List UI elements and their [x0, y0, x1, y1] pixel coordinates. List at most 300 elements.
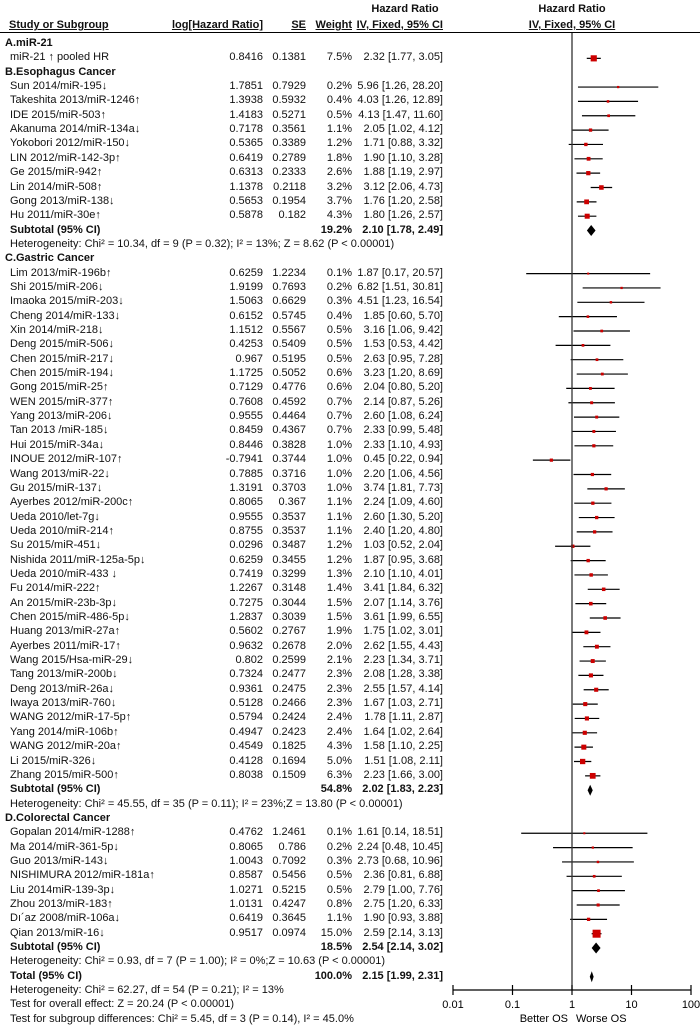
study-point-marker	[582, 344, 585, 347]
study-name: Wang 2013/miR-22↓	[10, 467, 110, 480]
hr-ci-value: 2.60 [1.08, 6.24]	[363, 410, 443, 423]
se-value: 0.2466	[272, 697, 306, 710]
weight-value: 19.2%	[320, 223, 352, 236]
hr-ci-value: 3.16 [1.06, 9.42]	[363, 324, 443, 336]
se-value: 0.5567	[272, 324, 306, 336]
study-name: WANG 2012/miR-17-5p↑	[10, 711, 132, 724]
heterogeneity-text: Heterogeneity: Chi² = 45.55, df = 35 (P = 0.11); I² = 23%;Z = 13.80 (P < 0.00001)	[10, 797, 403, 810]
loghr-value: 0.4253	[229, 338, 263, 351]
hr-ci-value: 2.63 [0.95, 7.28]	[363, 352, 443, 365]
study-point-marker	[587, 918, 590, 921]
loghr-value: 1.9199	[229, 280, 263, 293]
study-name: Wang 2015/Hsa-miR-29↓	[10, 654, 134, 667]
study-name: Ma 2014/miR-361-5p↓	[10, 840, 119, 853]
hr-ci-value: 4.03 [1.26, 12.89]	[357, 94, 443, 107]
weight-value: 1.1%	[326, 524, 352, 537]
weight-value: 2.3%	[326, 682, 352, 695]
loghr-value: 0.802	[235, 654, 263, 667]
se-value: 0.182	[278, 209, 306, 222]
hr-ci-value: 1.61 [0.14, 18.51]	[357, 826, 443, 839]
study-name: Cheng 2014/miR-133↓	[10, 309, 121, 322]
hr-ci-value: 1.87 [0.17, 20.57]	[357, 266, 443, 279]
loghr-value: 0.5365	[229, 137, 263, 150]
weight-value: 2.0%	[326, 639, 352, 652]
hr-ci-value: 1.64 [1.02, 2.64]	[363, 725, 443, 738]
hr-ci-value: 1.90 [1.10, 3.28]	[363, 151, 443, 164]
study-name: miR-21 ↑ pooled HR	[10, 51, 110, 64]
hr-ci-value: 2.36 [0.81, 6.88]	[363, 869, 443, 882]
se-value: 0.3703	[272, 481, 306, 494]
hr-ci-value: 2.08 [1.28, 3.38]	[363, 668, 443, 681]
loghr-value: -0.7941	[225, 453, 263, 466]
study-name: Huang 2013/miR-27a↑	[10, 625, 121, 638]
weight-value: 1.1%	[326, 496, 352, 509]
loghr-value: 1.0131	[229, 898, 263, 910]
x-tick-label: 0.1	[504, 999, 521, 1011]
study-point-marker	[585, 630, 589, 634]
loghr-column-header: log[Hazard Ratio]	[171, 19, 263, 31]
hr-ci-value: 2.54 [2.14, 3.02]	[362, 941, 443, 954]
x-tick-label: 10	[625, 999, 638, 1011]
study-name: Gong 2013/miR-138↓	[10, 194, 115, 207]
se-value: 0.4464	[272, 410, 306, 423]
hr-ci-value: 2.02 [1.83, 2.23]	[362, 783, 443, 796]
hr-ci-value: 1.67 [1.03, 2.71]	[363, 697, 443, 710]
loghr-value: 1.3938	[229, 94, 263, 107]
hr-ci-value: 2.62 [1.55, 4.43]	[363, 639, 443, 652]
hr-ci-value: 6.82 [1.51, 30.81]	[357, 280, 443, 293]
se-value: 0.3744	[272, 453, 306, 466]
study-point-marker	[585, 716, 589, 720]
study-name: Nishida 2011/miR-125a-5p↓	[10, 553, 146, 566]
loghr-value: 0.7419	[229, 567, 263, 580]
se-value: 0.2789	[272, 151, 306, 164]
se-value: 0.3487	[272, 539, 306, 552]
section-title: C.Gastric Cancer	[5, 252, 95, 265]
loghr-value: 1.1512	[229, 324, 263, 336]
study-name: Ueda 2010/let-7g↓	[10, 510, 100, 523]
hr-ci-value: 1.58 [1.10, 2.25]	[363, 740, 443, 753]
plot-subtitle: IV, Fixed, 95% CI	[528, 19, 616, 31]
weight-value: 1.9%	[326, 625, 352, 638]
hr-ci-value: 2.20 [1.06, 4.56]	[363, 467, 443, 480]
weight-value: 0.5%	[326, 352, 352, 365]
study-point-marker	[591, 502, 594, 505]
hr-ci-value: 2.14 [0.87, 5.26]	[363, 395, 443, 408]
weight-value: 4.3%	[326, 740, 352, 753]
weight-value: 0.5%	[326, 869, 352, 882]
se-value: 0.4247	[272, 898, 306, 910]
se-value: 0.7693	[272, 280, 306, 293]
study-name: Sun 2014/miR-195↓	[10, 80, 108, 93]
study-name: Akanuma 2014/miR-134a↓	[10, 123, 141, 136]
study-name: Chen 2015/miR-217↓	[10, 352, 114, 365]
study-point-marker	[587, 157, 591, 161]
study-name: WEN 2015/miR-377↑	[10, 395, 114, 408]
study-name: Lim 2013/miR-196b↑	[10, 266, 112, 279]
section-title: D.Colorectal Cancer	[5, 811, 111, 824]
study-name: Qian 2013/miR-16↓	[10, 926, 105, 939]
se-value: 0.2599	[272, 654, 306, 667]
hr-ci-value: 1.90 [0.93, 3.88]	[363, 912, 443, 925]
study-point-marker	[590, 773, 596, 779]
loghr-value: 0.7275	[229, 596, 263, 609]
weight-value: 1.5%	[326, 596, 352, 609]
weight-value: 0.2%	[326, 80, 352, 93]
study-point-marker	[584, 143, 587, 146]
weight-value: 0.1%	[326, 826, 352, 839]
study-name: Guo 2013/miR-143↓	[10, 854, 109, 867]
se-value: 0.3039	[272, 611, 306, 623]
se-value: 0.3537	[272, 510, 306, 523]
study-point-marker	[583, 702, 587, 706]
loghr-value: 0.8065	[229, 496, 263, 509]
loghr-value: 0.5602	[229, 625, 263, 638]
hr-ci-value: 2.07 [1.14, 3.76]	[363, 596, 443, 609]
hr-ci-value: 1.53 [0.53, 4.42]	[363, 338, 443, 351]
x-label-right: Worse OS	[576, 1013, 627, 1025]
study-point-marker	[585, 214, 590, 219]
study-point-marker	[590, 401, 593, 404]
study-name: Gopalan 2014/miR-1288↑	[10, 826, 136, 839]
study-point-marker	[591, 55, 597, 61]
study-name: An 2015/miR-23b-3p↓	[10, 596, 118, 609]
loghr-value: 0.8755	[229, 524, 263, 537]
loghr-value: 0.8416	[229, 51, 263, 64]
study-point-marker	[597, 889, 600, 892]
study-name: Imaoka 2015/miR-203↓	[10, 295, 124, 308]
hr-ci-value: 2.04 [0.80, 5.20]	[363, 381, 443, 394]
loghr-value: 0.9361	[229, 682, 263, 695]
weight-value: 0.7%	[326, 410, 352, 423]
loghr-value: 1.4183	[229, 108, 263, 121]
se-value: 0.3148	[272, 582, 306, 595]
hr-ci-value: 3.41 [1.84, 6.32]	[363, 582, 443, 595]
se-value: 0.5195	[272, 352, 306, 365]
weight-value: 6.3%	[326, 768, 352, 781]
heterogeneity-text: Heterogeneity: Chi² = 0.93, df = 7 (P = 1.00); I² = 0%;Z = 10.63 (P < 0.00001)	[10, 955, 386, 968]
study-point-marker	[592, 430, 595, 433]
se-value: 0.786	[278, 840, 306, 853]
weight-value: 4.3%	[326, 209, 352, 222]
se-value: 0.3455	[272, 553, 306, 566]
loghr-value: 1.3191	[229, 481, 263, 494]
study-name: Yang 2014/miR-106b↑	[10, 725, 119, 738]
weight-value: 1.2%	[326, 553, 352, 566]
total-label: Total (95% CI)	[10, 969, 82, 982]
se-value: 0.5409	[272, 338, 306, 351]
hr-ci-value: 2.60 [1.30, 5.20]	[363, 510, 443, 523]
subtotal-label: Subtotal (95% CI)	[10, 223, 101, 236]
weight-value: 1.1%	[326, 510, 352, 523]
weight-value: 0.2%	[326, 280, 352, 293]
study-point-marker	[604, 487, 607, 490]
se-value: 0.3537	[272, 524, 306, 537]
se-value: 0.3645	[272, 912, 306, 925]
study-point-marker	[600, 330, 603, 333]
hr-ci-value: 1.71 [0.88, 3.32]	[363, 137, 443, 150]
study-point-marker	[591, 659, 595, 663]
hr-ci-value: 1.03 [0.52, 2.04]	[363, 539, 443, 552]
se-value: 0.3299	[272, 567, 306, 580]
x-label-left: Better OS	[519, 1013, 568, 1025]
study-point-marker	[603, 616, 607, 620]
hr-ci-value: 2.32 [1.77, 3.05]	[363, 51, 443, 64]
loghr-value: 0.8065	[229, 840, 263, 853]
study-name: Deng 2015/miR-506↓	[10, 338, 114, 351]
se-value: 0.7092	[272, 854, 306, 867]
se-value: 0.7929	[272, 80, 306, 93]
loghr-value: 0.6313	[229, 166, 263, 179]
weight-value: 1.8%	[326, 151, 352, 164]
weight-value: 2.3%	[326, 668, 352, 681]
se-value: 0.1509	[272, 768, 306, 781]
se-value: 0.3828	[272, 438, 306, 451]
weight-value: 0.5%	[326, 883, 352, 896]
se-value: 0.3044	[272, 596, 306, 609]
se-value: 0.2118	[273, 180, 306, 193]
se-value: 0.6629	[272, 295, 306, 308]
se-value: 0.4367	[272, 424, 306, 437]
hr-ci-value: 3.61 [1.99, 6.55]	[363, 611, 443, 623]
se-value: 0.4592	[272, 395, 306, 408]
study-name: Deng 2013/miR-26a↓	[10, 682, 114, 695]
hr-column-title: Hazard Ratio	[371, 3, 439, 15]
se-value: 0.4776	[272, 381, 306, 394]
study-point-marker	[591, 473, 594, 476]
study-name: Lin 2014/miR-508↑	[10, 180, 103, 193]
weight-value: 5.0%	[326, 754, 352, 767]
weight-value: 3.7%	[326, 194, 352, 207]
weight-value: 1.0%	[326, 453, 352, 466]
study-point-marker	[607, 114, 610, 117]
study-point-marker	[595, 645, 599, 649]
se-value: 0.2477	[272, 668, 306, 681]
loghr-value: 0.6152	[229, 309, 263, 322]
se-value: 0.5215	[272, 883, 306, 896]
weight-value: 1.0%	[326, 467, 352, 480]
study-name: NISHIMURA 2012/miR-181a↑	[10, 869, 155, 882]
hr-ci-value: 2.33 [0.99, 5.48]	[363, 424, 443, 437]
hr-ci-value: 2.59 [2.14, 3.13]	[363, 926, 443, 939]
weight-value: 2.4%	[326, 725, 352, 738]
weight-value: 18.5%	[320, 941, 352, 954]
loghr-value: 0.5128	[229, 697, 263, 710]
loghr-value: 0.7885	[229, 467, 263, 480]
weight-value: 15.0%	[320, 926, 352, 939]
footer-text: Test for subgroup differences: Chi² = 5.45, df = 3 (P = 0.14), I² = 45.0%	[10, 1012, 354, 1025]
study-point-marker	[550, 459, 553, 462]
hr-ci-value: 1.85 [0.60, 5.70]	[363, 309, 443, 322]
study-point-marker	[599, 185, 604, 190]
weight-value: 1.1%	[326, 123, 352, 136]
se-value: 1.2234	[272, 266, 306, 279]
loghr-value: 0.9555	[229, 410, 263, 423]
weight-value: 1.1%	[326, 912, 352, 925]
study-point-marker	[617, 86, 619, 88]
hr-ci-value: 2.15 [1.99, 2.31]	[362, 969, 443, 982]
hr-ci-value: 3.74 [1.81, 7.73]	[363, 481, 443, 494]
hr-ci-value: 2.79 [1.00, 7.76]	[363, 883, 443, 896]
study-point-marker	[593, 875, 596, 878]
footer-text: Heterogeneity: Chi² = 62.27, df = 54 (P = 0.21); I² = 13%	[10, 984, 284, 997]
study-point-marker	[602, 588, 606, 592]
study-point-marker	[589, 128, 592, 131]
se-value: 0.2767	[272, 625, 306, 638]
study-point-marker	[620, 287, 622, 289]
hr-ci-value: 1.78 [1.11, 2.87]	[364, 711, 443, 724]
hr-ci-value: 4.13 [1.47, 11.60]	[358, 108, 443, 121]
total-diamond	[590, 971, 594, 982]
loghr-value: 0.8459	[229, 424, 263, 437]
study-point-marker	[610, 301, 612, 303]
weight-value: 0.1%	[326, 266, 352, 279]
study-name: Takeshita 2013/miR-1246↑	[10, 94, 141, 107]
loghr-value: 1.7851	[229, 80, 263, 93]
weight-value: 7.5%	[326, 51, 352, 64]
weight-value: 1.3%	[326, 567, 352, 580]
hr-ci-value: 1.87 [0.95, 3.68]	[363, 553, 443, 566]
subtotal-label: Subtotal (95% CI)	[10, 783, 101, 796]
hr-ci-value: 3.23 [1.20, 8.69]	[363, 367, 443, 380]
loghr-value: 1.1725	[229, 367, 263, 380]
hr-ci-value: 2.10 [1.10, 4.01]	[363, 567, 443, 580]
study-point-marker	[601, 373, 604, 376]
se-value: 0.3389	[272, 137, 306, 150]
weight-value: 54.8%	[320, 783, 352, 796]
plot-title: Hazard Ratio	[538, 3, 606, 15]
hr-ci-value: 4.51 [1.23, 16.54]	[357, 295, 443, 308]
loghr-value: 0.9632	[229, 639, 263, 652]
study-name: IDE 2015/miR-503↑	[10, 108, 106, 121]
se-value: 0.2333	[272, 166, 306, 179]
study-name: Li 2015/miR-326↓	[10, 754, 97, 767]
study-point-marker	[583, 832, 585, 834]
loghr-value: 1.5063	[229, 295, 263, 308]
study-name: Iwaya 2013/miR-760↓	[10, 697, 117, 710]
se-value: 0.5052	[272, 367, 306, 380]
loghr-value: 0.4947	[229, 725, 263, 738]
loghr-value: 0.8587	[229, 869, 263, 882]
se-value: 0.1954	[272, 194, 306, 207]
study-point-marker	[580, 759, 585, 764]
hr-ci-value: 1.75 [1.02, 3.01]	[363, 625, 443, 638]
loghr-value: 0.4762	[229, 826, 263, 839]
weight-value: 100.0%	[314, 969, 352, 982]
weight-value: 0.7%	[326, 424, 352, 437]
study-point-marker	[607, 100, 610, 103]
se-value: 0.2678	[272, 639, 306, 652]
weight-column-header: Weight	[315, 19, 352, 31]
weight-value: 1.4%	[326, 582, 352, 595]
study-name: Chen 2015/miR-486-5p↓	[10, 611, 130, 623]
se-column-header: SE	[291, 19, 306, 31]
hr-ci-value: 1.88 [1.19, 2.97]	[363, 166, 443, 179]
hr-ci-value: 2.24 [1.09, 4.60]	[363, 496, 443, 509]
se-value: 1.2461	[272, 826, 306, 839]
study-name: INOUE 2012/miR-107↑	[10, 453, 123, 466]
loghr-value: 1.0271	[229, 883, 263, 896]
se-value: 0.3561	[272, 123, 306, 136]
study-point-marker	[597, 861, 599, 863]
loghr-value: 1.1378	[229, 180, 263, 193]
weight-value: 0.5%	[326, 108, 352, 121]
se-value: 0.2475	[272, 682, 306, 695]
se-value: 0.0974	[272, 926, 306, 939]
hr-ci-value: 0.45 [0.22, 0.94]	[363, 453, 443, 466]
study-name: WANG 2012/miR-20a↑	[10, 740, 122, 753]
study-name: Ayerbes 2012/miR-200c↑	[10, 496, 134, 509]
study-point-marker	[595, 516, 598, 519]
weight-value: 3.2%	[326, 180, 352, 193]
subtotal-label: Subtotal (95% CI)	[10, 941, 101, 954]
study-point-marker	[586, 559, 589, 562]
subtotal-diamond	[588, 785, 593, 796]
se-value: 0.5456	[272, 869, 306, 882]
se-value: 0.2423	[272, 725, 306, 738]
study-point-marker	[587, 315, 590, 318]
footer-text: Test for overall effect: Z = 20.24 (P < 0.00001)	[10, 998, 235, 1011]
study-point-marker	[596, 358, 599, 361]
weight-value: 2.6%	[326, 166, 352, 179]
hr-ci-value: 2.24 [0.48, 10.45]	[357, 840, 443, 853]
loghr-value: 0.7324	[229, 668, 263, 681]
study-name: Zhang 2015/miR-500↑	[10, 768, 119, 781]
weight-value: 0.6%	[326, 367, 352, 380]
loghr-value: 1.2267	[229, 582, 263, 595]
study-point-marker	[592, 846, 594, 848]
weight-value: 0.7%	[326, 395, 352, 408]
study-name: Shi 2015/miR-206↓	[10, 280, 104, 293]
study-name: Ueda 2010/miR-433 ↓	[10, 567, 118, 580]
study-point-marker	[593, 530, 596, 533]
weight-value: 0.4%	[326, 309, 352, 322]
study-point-marker	[589, 387, 592, 390]
se-value: 0.5745	[272, 309, 306, 322]
hr-ci-value: 2.55 [1.57, 4.14]	[363, 682, 443, 695]
loghr-value: 0.7608	[229, 395, 263, 408]
study-name: Hu 2011/miR-30e↑	[10, 209, 101, 222]
loghr-value: 0.6419	[229, 151, 263, 164]
se-value: 0.2424	[272, 711, 306, 724]
study-name: Hui 2015/miR-34a↓	[10, 438, 105, 451]
heterogeneity-text: Heterogeneity: Chi² = 10.34, df = 9 (P = 0.32); I² = 13%; Z = 8.62 (P < 0.00001)	[10, 237, 395, 250]
study-name: Xin 2014/miR-218↓	[10, 324, 104, 336]
study-name: Ge 2015/miR-942↑	[10, 166, 103, 179]
se-value: 0.3716	[272, 467, 306, 480]
study-name: Yokobori 2012/miR-150↓	[10, 137, 131, 150]
section-title: B.Esophagus Cancer	[5, 65, 116, 78]
weight-value: 1.5%	[326, 611, 352, 623]
subtotal-diamond	[592, 943, 601, 954]
study-name: Tan 2013 /miR-185↓	[10, 424, 109, 437]
study-point-marker	[589, 602, 593, 606]
loghr-value: 0.4549	[229, 740, 263, 753]
hr-ci-value: 2.10 [1.78, 2.49]	[362, 223, 443, 236]
se-value: 0.1694	[272, 754, 306, 767]
study-name: Chen 2015/miR-194↓	[10, 367, 114, 380]
study-name: Dı´az 2008/miR-106a↓	[10, 912, 121, 925]
loghr-value: 0.6259	[229, 553, 263, 566]
loghr-value: 1.2837	[229, 611, 263, 623]
weight-value: 0.2%	[326, 840, 352, 853]
weight-value: 1.0%	[326, 481, 352, 494]
loghr-value: 1.0043	[229, 854, 263, 867]
hr-ci-value: 2.23 [1.34, 3.71]	[363, 654, 443, 667]
study-point-marker	[584, 199, 589, 204]
se-value: 0.367	[278, 496, 306, 509]
weight-value: 1.2%	[326, 539, 352, 552]
